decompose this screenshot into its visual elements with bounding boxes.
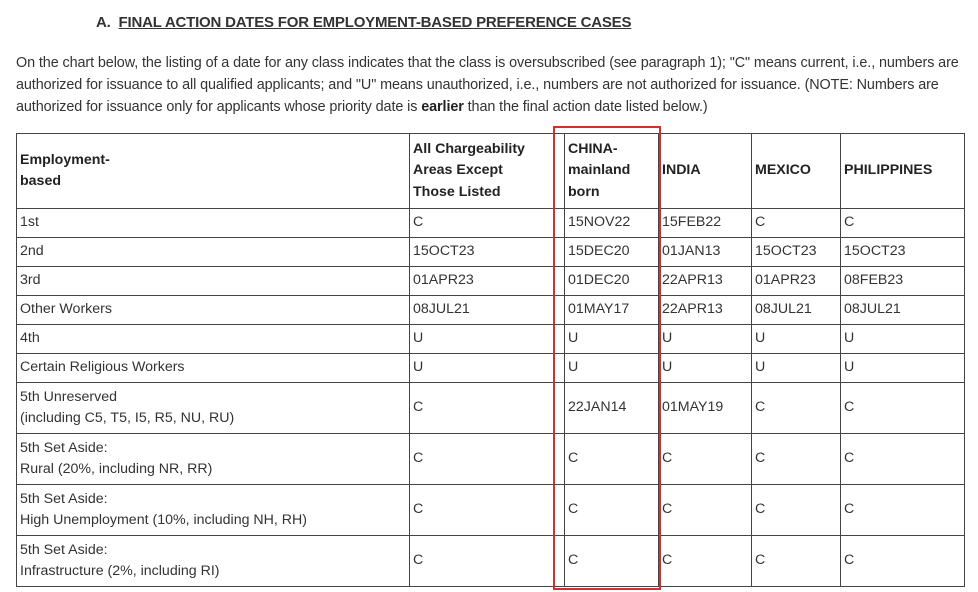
intro-paragraph <box>16 52 966 118</box>
cell-india: 15FEB22 <box>659 209 752 238</box>
cell-all: 08JUL21 <box>410 296 565 325</box>
table-row <box>17 238 965 267</box>
cell-philippines: 08JUL21 <box>841 296 965 325</box>
cell-all: C <box>410 383 565 434</box>
cell-mexico: U <box>752 354 841 383</box>
table-header-row <box>17 134 965 209</box>
table-row <box>17 485 965 536</box>
cell-philippines: 08FEB23 <box>841 267 965 296</box>
cell-philippines: C <box>841 209 965 238</box>
table-body <box>17 209 965 587</box>
cell-china: U <box>565 354 659 383</box>
cell-china: C <box>565 536 659 587</box>
row-category: 1st <box>17 209 410 238</box>
row-category: 5th Unreserved (including C5, T5, I5, R5, NU, RU) <box>17 383 410 434</box>
table-row <box>17 354 965 383</box>
cell-india: C <box>659 434 752 485</box>
cell-philippines: U <box>841 325 965 354</box>
cell-all: U <box>410 354 565 383</box>
row-category: 5th Set Aside: Rural (20%, including NR, RR) <box>17 434 410 485</box>
table-row <box>17 434 965 485</box>
header-china: CHINA- mainland born <box>565 134 659 209</box>
cell-india: C <box>659 536 752 587</box>
row-category: 2nd <box>17 238 410 267</box>
table-row <box>17 536 965 587</box>
cell-philippines: C <box>841 485 965 536</box>
cell-mexico: 08JUL21 <box>752 296 841 325</box>
row-category: Other Workers <box>17 296 410 325</box>
header-all-chargeability: All Chargeability Areas Except Those Listed <box>410 134 565 209</box>
row-category: 4th <box>17 325 410 354</box>
cell-all: C <box>410 209 565 238</box>
cell-india: C <box>659 485 752 536</box>
final-action-dates-table <box>16 133 965 587</box>
cell-philippines: C <box>841 383 965 434</box>
cell-all: 15OCT23 <box>410 238 565 267</box>
cell-all: C <box>410 434 565 485</box>
cell-mexico: C <box>752 434 841 485</box>
cell-india: 22APR13 <box>659 296 752 325</box>
header-india: INDIA <box>659 134 752 209</box>
row-category: Certain Religious Workers <box>17 354 410 383</box>
cell-philippines: C <box>841 434 965 485</box>
row-category: 5th Set Aside: High Unemployment (10%, including NH, RH) <box>17 485 410 536</box>
cell-china: 01DEC20 <box>565 267 659 296</box>
cell-mexico: C <box>752 209 841 238</box>
table-row <box>17 383 965 434</box>
intro-text-2: than the final action date listed below.) <box>463 99 708 115</box>
cell-china: 15DEC20 <box>565 238 659 267</box>
cell-china: U <box>565 325 659 354</box>
cell-philippines: 15OCT23 <box>841 238 965 267</box>
cell-mexico: C <box>752 485 841 536</box>
table-row <box>17 325 965 354</box>
cell-mexico: 15OCT23 <box>752 238 841 267</box>
cell-india: U <box>659 354 752 383</box>
cell-philippines: U <box>841 354 965 383</box>
header-employment-based: Employment- based <box>17 134 410 209</box>
cell-all: C <box>410 485 565 536</box>
cell-philippines: C <box>841 536 965 587</box>
cell-india: 01JAN13 <box>659 238 752 267</box>
cell-all: U <box>410 325 565 354</box>
cell-india: U <box>659 325 752 354</box>
cell-mexico: C <box>752 383 841 434</box>
cell-mexico: C <box>752 536 841 587</box>
table-row <box>17 296 965 325</box>
cell-china: C <box>565 434 659 485</box>
intro-bold-earlier: earlier <box>421 99 464 115</box>
header-philippines: PHILIPPINES <box>841 134 965 209</box>
table-row <box>17 267 965 296</box>
cell-china: 22JAN14 <box>565 383 659 434</box>
header-mexico: MEXICO <box>752 134 841 209</box>
section-heading-title: FINAL ACTION DATES FOR EMPLOYMENT-BASED PREFERENCE CASES <box>118 14 632 31</box>
cell-all: 01APR23 <box>410 267 565 296</box>
cell-mexico: U <box>752 325 841 354</box>
cell-india: 01MAY19 <box>659 383 752 434</box>
row-category: 5th Set Aside: Infrastructure (2%, including RI) <box>17 536 410 587</box>
cell-india: 22APR13 <box>659 267 752 296</box>
cell-china: 01MAY17 <box>565 296 659 325</box>
row-category: 3rd <box>17 267 410 296</box>
table-row <box>17 209 965 238</box>
cell-china: C <box>565 485 659 536</box>
cell-mexico: 01APR23 <box>752 267 841 296</box>
section-heading <box>96 14 631 31</box>
section-heading-prefix: A. <box>96 14 111 31</box>
cell-china: 15NOV22 <box>565 209 659 238</box>
intro-text-1: On the chart below, the listing of a date for any class indicates that the class is oversubscribed (see paragraph 1); "C" means current, i.e., numbers are authorized for issuance to all qualified applicants; and "U" means unauthorized, i.e., numbers are not authorized for issuance. (NOTE: Numbers are authorized for issuance only for applicants whose priority date is <box>16 55 959 115</box>
cell-all: C <box>410 536 565 587</box>
